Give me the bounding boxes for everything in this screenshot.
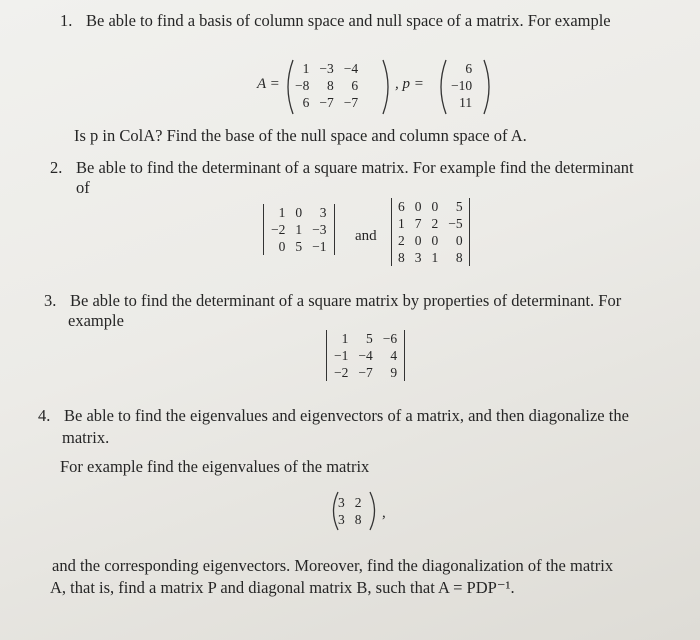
q1-vector-p [446, 60, 477, 111]
d2-22: 7 [414, 216, 422, 231]
q3-text-line1: Be able to find the determinant of a square matrix by properties of determinant. For [70, 291, 622, 310]
d3-23: 4 [390, 348, 398, 363]
q2-statement [50, 157, 634, 178]
q4-text-line5: A, that is, find a matrix P and diagonal matrix B, such that A = PDP⁻¹. [50, 578, 515, 597]
d1-21: −2 [271, 222, 286, 237]
d1-12: 0 [295, 205, 303, 220]
d3-32: −7 [358, 365, 373, 380]
q3-statement [44, 290, 621, 311]
d2-41: 8 [398, 250, 405, 265]
q4-matrix-comma: , [382, 505, 386, 521]
q4-text-line3: For example find the eigenvalues of the matrix [60, 457, 370, 476]
a32: −7 [319, 95, 334, 110]
p2: −10 [451, 78, 473, 93]
d2-42: 3 [414, 250, 422, 265]
d3-12: 5 [366, 331, 373, 346]
d1-33: −1 [312, 239, 327, 254]
q2-det2 [391, 198, 470, 266]
q4-statement [38, 405, 629, 426]
m12: 2 [354, 495, 362, 510]
p1: 6 [465, 61, 473, 76]
d1-11: 1 [278, 205, 286, 220]
d2-43: 1 [431, 250, 439, 265]
d2-14: 5 [455, 199, 463, 214]
q1-text: Be able to find a basis of column space and null space of a matrix. For example [86, 11, 611, 30]
q2-det1 [263, 204, 335, 255]
q1-question: Is p in ColA? Find the base of the null space and column space of A. [74, 126, 527, 145]
a12: −3 [319, 61, 334, 76]
d3-21: −1 [334, 348, 349, 363]
q1-matrix-A [290, 60, 363, 111]
a11: 1 [302, 61, 310, 76]
q1-number: 1. [60, 11, 73, 30]
a21: −8 [295, 78, 310, 93]
d2-31: 2 [398, 233, 405, 248]
a33: −7 [343, 95, 359, 110]
d2-21: 1 [398, 216, 405, 231]
q3-det [326, 330, 405, 381]
m21: 3 [338, 512, 345, 527]
d2-44: 8 [455, 250, 463, 265]
q2-text-line1: Be able to find the determinant of a square matrix. For example find the determinant [76, 158, 634, 177]
d2-33: 0 [431, 233, 439, 248]
d2-34: 0 [455, 233, 463, 248]
d3-13: −6 [382, 331, 398, 346]
d1-13: 3 [319, 205, 327, 220]
q1-matrix-right-paren [381, 58, 395, 116]
d2-13: 0 [431, 199, 439, 214]
q1-vector-right-paren [482, 58, 496, 116]
q1-statement [60, 10, 611, 31]
d1-31: 0 [278, 239, 286, 254]
d3-31: −2 [334, 365, 349, 380]
a22: 8 [327, 78, 334, 93]
q3-number: 3. [44, 291, 57, 310]
q4-text-line1: Be able to find the eigenvalues and eigenvectors of a matrix, and then diagonalize the [64, 406, 629, 425]
q4-text-line2: matrix. [62, 428, 110, 447]
q4-number: 4. [38, 406, 51, 425]
d2-23: 2 [431, 216, 439, 231]
d3-22: −4 [358, 348, 373, 363]
a13: −4 [343, 61, 359, 76]
q2-and: and [355, 228, 377, 244]
d2-24: −5 [448, 216, 463, 231]
q4-matrix [333, 494, 367, 528]
q4-text-line4: and the corresponding eigenvectors. Moreover, find the diagonalization of the matrix [52, 556, 614, 575]
q2-text-line2: of [76, 178, 90, 197]
d2-32: 0 [414, 233, 422, 248]
m22: 8 [354, 512, 362, 527]
a31: 6 [302, 95, 310, 110]
d1-32: 5 [295, 239, 303, 254]
d3-11: 1 [341, 331, 349, 346]
p3: 11 [459, 95, 473, 110]
d1-22: 1 [295, 222, 303, 237]
q2-number: 2. [50, 158, 63, 177]
q1-p-label: , p = [395, 76, 424, 92]
d2-11: 6 [398, 199, 405, 214]
q3-text-line2: example [68, 311, 124, 330]
d3-33: 9 [390, 365, 398, 380]
d1-23: −3 [312, 222, 327, 237]
q4-matrix-right-paren [368, 490, 380, 532]
a23: 6 [351, 78, 359, 93]
d2-12: 0 [414, 199, 422, 214]
q1-matrix-label: A = [257, 76, 280, 92]
m11: 3 [338, 495, 345, 510]
